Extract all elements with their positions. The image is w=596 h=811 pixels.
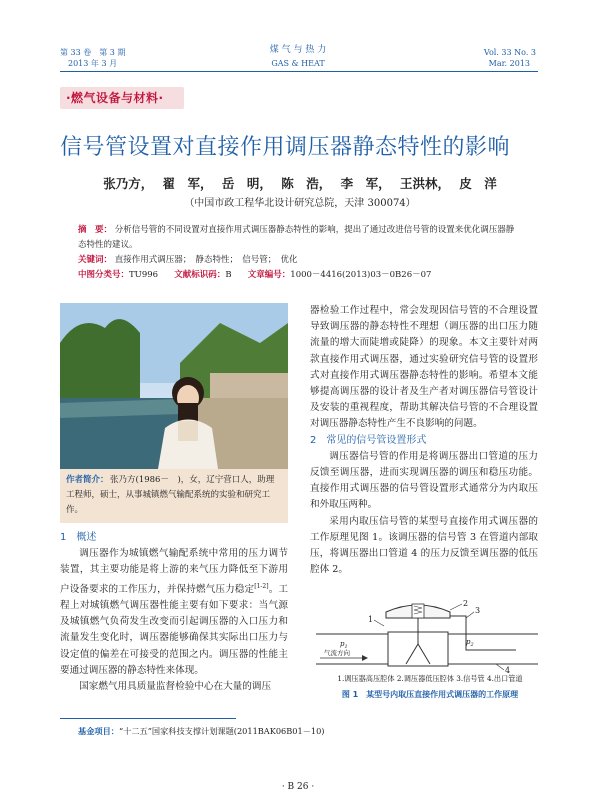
- abstract-text: 分析信号管的不同设置对直接作用式调压器静态特性的影响，提出了通过改进信号管的设置来优化调压器静态特性的建议。: [78, 225, 515, 250]
- clc-label: 中图分类号：: [78, 270, 130, 280]
- abstract: [78, 223, 518, 253]
- fig-p1-label: $p_1$: [340, 640, 348, 650]
- intro-paragraph-1: 调压器作为城镇燃气输配系统中常用的压力调节装置，其主要功能是将上游的来气压力降低至下游用户设备要求的工作压力，并保持燃气压力稳定[1-2]。工程上对城镇燃气调压器性能主要有如下要求：当气源及城镇燃气负荷发生改变而引起调压器的入口压力和流量发生变化时，调压器能够确保其实际出口压力与设定值的偏差在可接受的范围之内。调压器的性能主要通过调压器的静态特性来体现。: [60, 548, 289, 676]
- article-no-label: 文章编号：: [247, 270, 291, 280]
- right-column: [310, 303, 538, 578]
- article-no-value: 1000－4416(2013)03－0B26－07: [290, 270, 432, 280]
- journal-title-en: GAS & HEAT: [271, 59, 325, 68]
- section-tag: [60, 87, 184, 109]
- right-paragraph-3: 采用内取压信号管的某型号直接作用式调压器的工作原理见图 1。该调压器的信号管 3 在管道内部取压，将调压器出口管道 4 的压力反馈至调压器的低压腔体 2。: [310, 515, 538, 576]
- figure-1-diagram: [316, 598, 538, 674]
- fund-note: [78, 726, 325, 737]
- volume-issue-cn: 第 33 卷 第 3 期: [60, 48, 126, 57]
- abstract-block: [78, 223, 518, 283]
- figure-1-caption: 图 1 某型号内取压直接作用式调压器的工作原理: [341, 690, 519, 699]
- section-2-title: 2 常见的信号管设置形式: [310, 434, 427, 446]
- section-tag-label: ·燃气设备与材料·: [66, 91, 164, 105]
- page-number: · B 26 ·: [281, 782, 315, 792]
- abstract-label: 摘 要：: [78, 225, 113, 235]
- classification-line: [78, 268, 518, 283]
- intro-paragraph-2: 国家燃气用具质量监督检验中心在大量的调压: [79, 681, 272, 693]
- footnote-rule: [60, 718, 236, 719]
- keywords: [78, 253, 518, 268]
- fund-label: 基金项目：: [78, 726, 119, 736]
- fund-text: “十二五”国家科技支撑计划课题(2011BAK06B01－10): [118, 726, 325, 736]
- section-1-title: 1 概述: [60, 532, 97, 543]
- fig-label-1: 1: [368, 615, 374, 624]
- date-cn: 2013 年 3 月: [68, 59, 118, 68]
- left-column: [60, 530, 288, 695]
- clc-value: TU996: [129, 270, 159, 280]
- author-photo: [60, 303, 288, 469]
- right-paragraph-2: 调压器信号管的作用是将调压器出口管道的压力反馈至调压器，进而实现调压器的调压和稳压功能。直接作用式调压器的信号管设置形式通常分为内取压和外取压两种。: [310, 450, 538, 511]
- fig-p2-label: $p_2$: [466, 638, 474, 648]
- keywords-text: 直接作用式调压器； 静态特性； 信号管； 优化: [114, 255, 298, 265]
- volume-issue-en: Vol. 33 No. 3: [483, 48, 536, 57]
- affiliation: （中国市政工程华北设计研究总院，天津 300074）: [184, 198, 416, 209]
- citation-ref: [1-2]: [254, 582, 269, 590]
- header-rule: [60, 71, 538, 72]
- fig-flow-label: 气流方向: [324, 649, 350, 657]
- right-paragraph-1: 器检验工作过程中，常会发现因信号管的不合理设置导致调压器的静态特性不理想（调压器的出口压力随流量的增大而陡增或陡降）的现象。本文主要针对两款直接作用式调压器，通过实验研究信号管的设置形式对直接作用式调压器静态特性的影响。希望本文能够提高调压器的设计者及生产者对调压器信号管设计及安装的重视程度，帮助其解决信号管的不合理设置对调压器静态特性产生不良影响的问题。: [310, 305, 538, 430]
- fig-label-4: 4: [505, 666, 511, 674]
- fig-label-3: 3: [475, 606, 481, 615]
- author-list: 张乃方， 翟 军， 岳 明， 陈 浩， 李 军， 王洪林， 皮 洋: [103, 176, 497, 191]
- figure-1-parts-caption: 1.调压器高压腔体 2.调压器低压腔体 3.信号管 4.出口管道: [337, 674, 523, 683]
- date-en: Mar. 2013: [488, 59, 530, 68]
- doc-code-value: B: [225, 270, 232, 280]
- fig-label-2: 2: [463, 599, 469, 608]
- keywords-label: 关键词：: [78, 255, 113, 265]
- doc-code-label: 文献标识码：: [174, 270, 226, 280]
- paper-title: 信号管设置对直接作用调压器静态特性的影响: [60, 135, 511, 160]
- bio-label: 作者简介：: [66, 475, 109, 485]
- journal-title-cn: 煤 气 与 热 力: [269, 45, 327, 55]
- author-bio-box: [60, 469, 288, 523]
- bio-text: 张乃方(1986－ )，女，辽宁营口人，助理工程师，硕士，从事城镇燃气输配系统的实验和研究工作。: [66, 475, 275, 515]
